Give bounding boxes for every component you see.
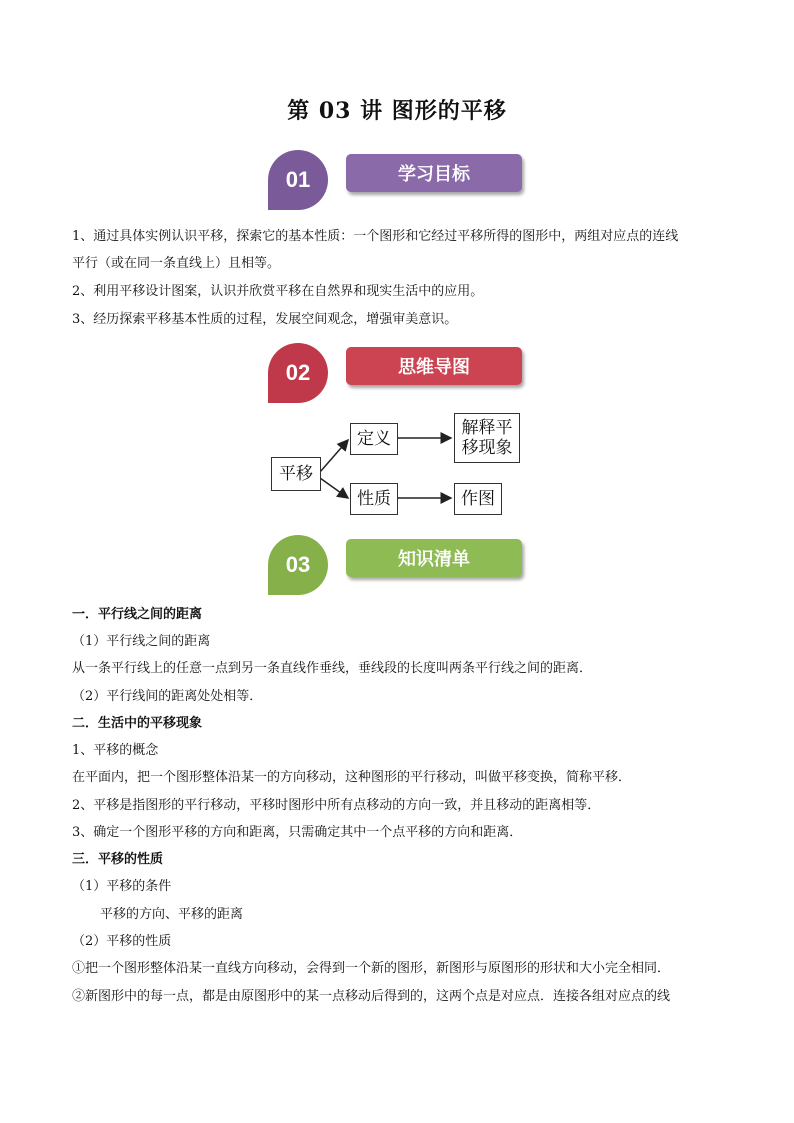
page-title: 第 03 讲 图形的平移: [287, 98, 507, 124]
section-banner-mindmap: [268, 343, 528, 403]
subheading: （2）平行线间的距离处处相等．: [72, 689, 263, 704]
mind-map-explain-line2: 移现象: [461, 438, 513, 458]
arrow-root-to-definition: [320, 440, 348, 472]
section-label: 思维导图: [346, 347, 522, 385]
mind-map-explain: [454, 413, 520, 463]
paragraph: 在平面内，把一个图形整体沿某一的方向移动，这种图形的平行移动，叫做平移变换，简称平移．: [72, 770, 632, 785]
section-label: 知识清单: [346, 539, 522, 577]
section-number-badge: 01: [268, 150, 328, 210]
paragraph: ①把一个图形整体沿某一直线方向移动，会得到一个新的图形，新图形与原图形的形状和大小完全相同．: [72, 961, 671, 976]
section-label: 学习目标: [346, 154, 522, 192]
heading-1: 一．平行线之间的距离: [72, 607, 203, 622]
section-number-badge: 02: [268, 343, 328, 403]
subheading: （1）平行线之间的距离: [72, 634, 211, 649]
arrow-root-to-property: [320, 478, 348, 498]
objective-line: 1、通过具体实例认识平移，探索它的基本性质：一个图形和它经过平移所得的图形中，两组对应点的连线: [72, 229, 679, 244]
paragraph: 3、确定一个图形平移的方向和距离，只需确定其中一个点平移的方向和距离．: [72, 825, 523, 840]
mind-map-explain-line1: 解释平: [461, 418, 513, 438]
paragraph: ②新图形中的每一点，都是由原图形中的某一点移动后得到的，这两个点是对应点．连接各组对应点的线: [72, 989, 671, 1004]
mind-map-property: 性质: [350, 483, 398, 515]
section-banner-objectives: [268, 150, 528, 210]
paragraph: 2、平移是指图形的平行移动，平移时图形中所有点移动的方向一致，并且移动的距离相等．: [72, 798, 601, 813]
mind-map-diagram: [268, 410, 528, 525]
objective-line: 平行（或在同一条直线上）且相等。: [72, 256, 281, 271]
heading-2: 二．生活中的平移现象: [72, 716, 203, 731]
mind-map-draw: 作图: [454, 483, 502, 515]
subheading: （1）平移的条件: [72, 879, 172, 894]
mind-map-definition: 定义: [350, 423, 398, 455]
paragraph: 从一条平行线上的任意一点到另一条直线作垂线，垂线段的长度叫两条平行线之间的距离．: [72, 661, 593, 676]
section-number-badge: 03: [268, 535, 328, 595]
subheading: （2）平移的性质: [72, 934, 172, 949]
section-banner-knowledge: [268, 535, 528, 595]
objective-line: 3、经历探索平移基本性质的过程，发展空间观念，增强审美意识。: [72, 312, 458, 327]
mind-map-root: 平移: [271, 457, 321, 491]
objective-line: 2、利用平移设计图案，认识并欣赏平移在自然界和现实生活中的应用。: [72, 284, 484, 299]
subheading: 1、平移的概念: [72, 743, 159, 758]
heading-3: 三．平移的性质: [72, 852, 164, 867]
paragraph: 平移的方向、平移的距离: [100, 907, 244, 922]
